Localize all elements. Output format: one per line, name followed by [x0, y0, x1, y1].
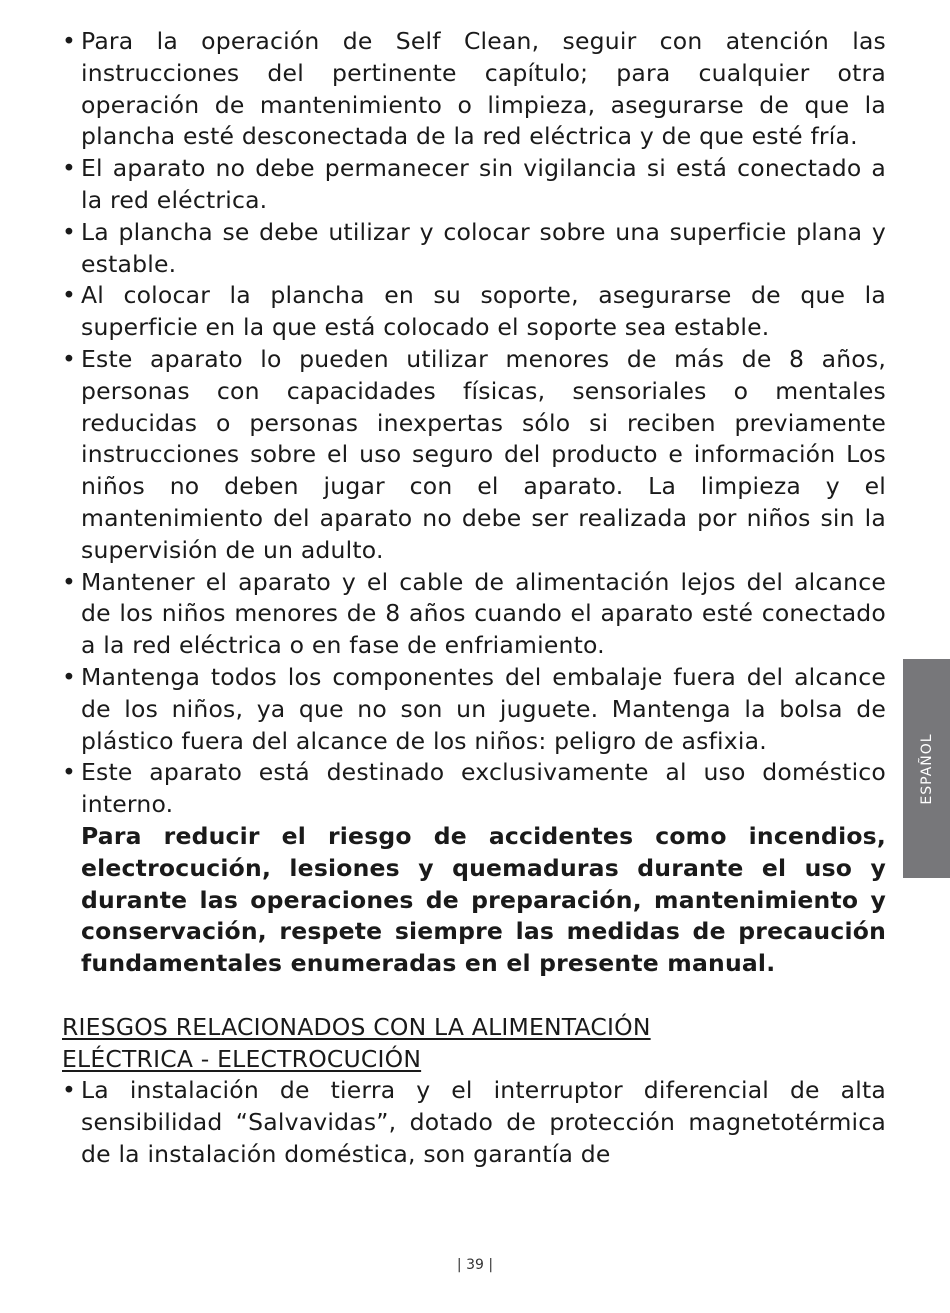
language-tab-label: ESPAÑOL — [918, 732, 935, 805]
list-item: • Mantenga todos los componentes del embalaje fuera del alcance de los niños, ya que no son un juguete. Mantenga la bolsa de plástico fuera del alcance de los niños: peligro de asfixia. — [62, 662, 886, 757]
section-heading: RIESGOS RELACIONADOS CON LA ALIMENTACIÓN ELÉCTRICA - ELECTROCUCIÓN — [62, 1012, 651, 1073]
safety-list — [62, 26, 886, 821]
list-item: • La plancha se debe utilizar y colocar sobre una superficie plana y estable. — [62, 217, 886, 281]
page-number: | 39 | — [456, 1257, 494, 1273]
list-item: • Al colocar la plancha en su soporte, asegurarse de que la superficie en la que está colocado el soporte sea estable. — [62, 280, 886, 344]
list-item: • Para la operación de Self Clean, seguir con atención las instrucciones del pertinente capítulo; para cualquier otra operación de mantenimiento o limpieza, asegurarse de que la plancha esté desconectada de la red eléctrica y de que esté fría. — [62, 26, 886, 153]
list-item: • La instalación de tierra y el interruptor diferencial de alta sensibilidad “Salvavidas”, dotado de protección magnetotérmica de la instalación doméstica, son garantía de — [62, 1075, 886, 1170]
electrical-risks-list — [62, 1075, 886, 1170]
safety-warning: Para reducir el riesgo de accidentes como incendios, electrocución, lesiones y quemaduras durante el uso y durante las operaciones de preparación, mantenimiento y conservación, respete siempre las medidas de precaución fundamentales enumeradas en el presente manual. — [81, 821, 886, 978]
page-content — [62, 26, 886, 1171]
language-tab — [903, 659, 950, 878]
list-item: • Mantener el aparato y el cable de alimentación lejos del alcance de los niños menores de 8 años cuando el aparato esté conectado a la red eléctrica o en fase de enfriamiento. — [62, 567, 886, 662]
list-item: • Este aparato está destinado exclusivamente al uso doméstico interno. — [62, 757, 886, 821]
list-item: • Este aparato lo pueden utilizar menores de más de 8 años, personas con capacidades físicas, sensoriales o mentales reducidas o personas inexpertas sólo si reciben previamente instrucciones sobre el uso seguro del producto e información Los niños no deben jugar con el aparato. La limpieza y el mantenimiento del aparato no debe ser realizada por niños sin la supervisión de un adulto. — [62, 344, 886, 567]
list-item: • El aparato no debe permanecer sin vigilancia si está conectado a la red eléctrica. — [62, 153, 886, 217]
